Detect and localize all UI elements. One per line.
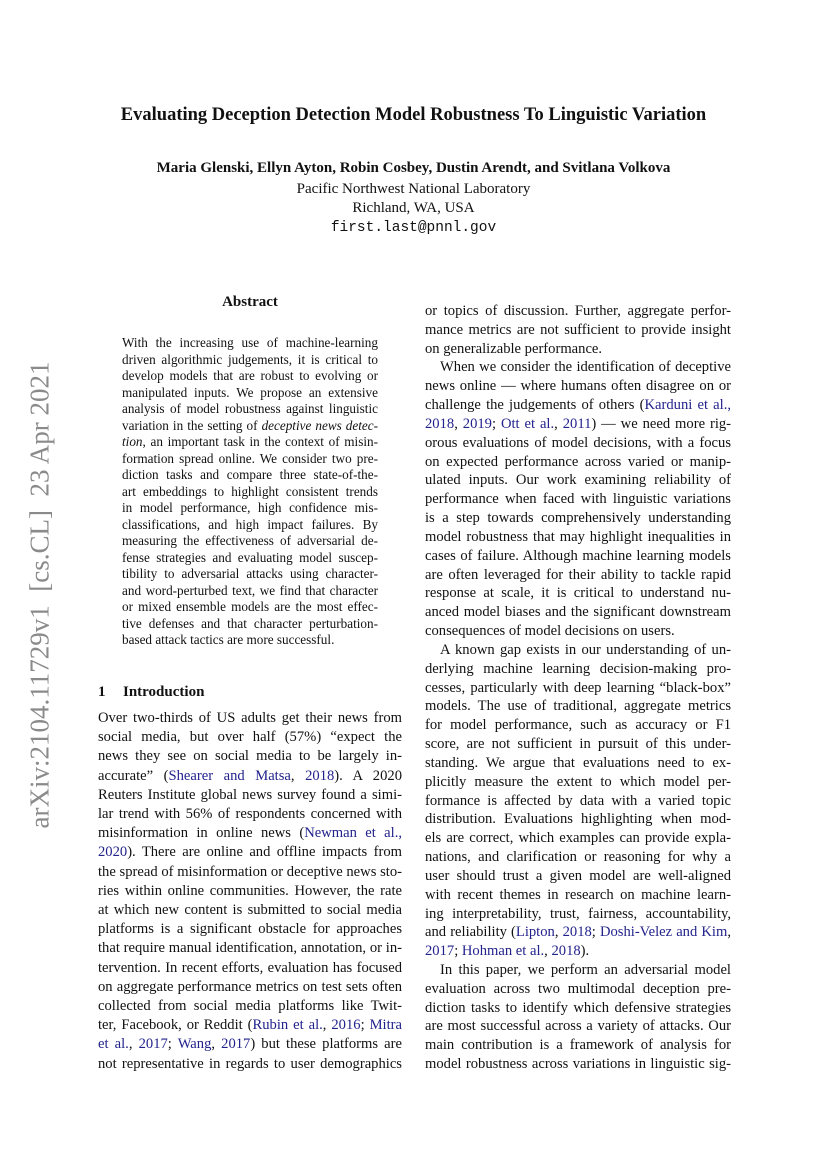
text-line: 2018, 2019; Ott et al., 2011) — we need more rig- <box>425 415 732 432</box>
text-line: lar trend with 56% of respondents concerned with <box>98 806 402 823</box>
paragraph <box>425 302 731 358</box>
text-line: are most successful across a variety of attacks. Our <box>425 1018 731 1035</box>
citation-link[interactable]: Shearer and Matsa <box>168 767 291 784</box>
text-line: model robustness that may highlight inequalities in <box>425 528 731 545</box>
text-line: measuring the effectiveness of adversarial de- <box>122 533 378 548</box>
text-line: news online — where humans often disagree on or <box>425 378 731 395</box>
text-line: develop models that are robust to evolving or <box>122 368 378 383</box>
section-heading-introduction <box>98 684 204 701</box>
citation-link[interactable]: 2020 <box>98 844 128 861</box>
citation-link[interactable]: Mitra <box>369 1017 402 1034</box>
text-line: on aggregate performance metrics on test sets often <box>98 978 402 995</box>
citation-link[interactable]: 2011 <box>562 415 592 432</box>
abstract-heading: Abstract <box>222 294 278 310</box>
text-line: and word-perturbed text, we find that character <box>122 582 378 598</box>
text-line: derlying machine learning decision-making pro- <box>425 660 731 677</box>
text-line: els are correct, which examples can provide expla- <box>425 830 731 847</box>
arxiv-identifier: arXiv:2104.11729v1 [cs.CL] 23 Apr 2021 <box>24 361 55 829</box>
text-line: formation spread online. We consider two pre- <box>122 450 378 466</box>
text-line: for model performance, such as accuracy or F1 <box>425 717 731 734</box>
text-line: ing interpretability, trust, fairness, accountability, <box>425 905 731 922</box>
paragraph <box>425 961 731 1074</box>
text-line: are often leveraged for their ability to tackle rapid <box>425 566 731 583</box>
text-line: platforms is a significant obstacle for approaches <box>98 921 402 938</box>
citation-link[interactable]: Ott et al. <box>500 415 555 432</box>
text-line: cases of failure. Although machine learning models <box>425 547 731 564</box>
text-line: challenge the judgements of others (Karduni et al., <box>425 397 731 414</box>
text-line: evaluation across two multimodal deception pre- <box>425 980 731 997</box>
citation-link[interactable]: 2018 <box>562 924 592 941</box>
text-line: plicitly measure the extent to which model per- <box>425 773 731 790</box>
text-line: misinformation in online news (Newman et al., <box>98 825 402 842</box>
text-line: ulated inputs. Our work examining reliability of <box>425 472 731 489</box>
citation-link[interactable]: Doshi-Velez and Kim <box>599 924 728 941</box>
text-line: art embeddings to highlight consistent trends <box>122 483 378 499</box>
emphasized-text: deceptive news detec- <box>261 417 378 433</box>
text-line: response at scale, it is critical to understand nu- <box>425 585 731 602</box>
text-line: tion, an important task in the context of misin- <box>122 434 378 449</box>
text-line: nations, and clarification or reasoning for why a <box>425 849 731 866</box>
text-line: model robustness across variations in linguistic sig- <box>425 1056 731 1073</box>
citation-link[interactable]: Wang <box>177 1036 212 1053</box>
citation-link[interactable]: 2018 <box>305 767 335 784</box>
citation-link[interactable]: 2018 <box>551 943 581 960</box>
text-line: on expected performance across varied or manip- <box>425 453 731 470</box>
text-line: is a step towards comprehensively understanding <box>425 510 731 527</box>
text-line: 2020). There are online and offline impacts from <box>98 844 402 861</box>
text-line: main contribution is a framework of analysis for <box>425 1037 731 1054</box>
text-line: et al., 2017; Wang, 2017) but these platforms are <box>98 1036 402 1053</box>
citation-link[interactable]: et al. <box>98 1036 129 1053</box>
location: Richland, WA, USA <box>352 200 475 216</box>
paragraph <box>98 709 402 1074</box>
citation-link[interactable]: 2019 <box>462 415 492 432</box>
text-line: news they see on social media to be largely in- <box>98 748 402 765</box>
text-line: With the increasing use of machine-learning <box>122 335 378 350</box>
author-list: Maria Glenski, Ellyn Ayton, Robin Cosbey, Dustin Arendt, and Svitlana Volkova <box>156 160 671 176</box>
text-line: standing. We argue that evaluations need to ex- <box>425 754 731 771</box>
citation-link[interactable]: 2017 <box>221 1036 251 1053</box>
section-number: 1 <box>98 684 106 700</box>
text-line: tive defenses and that character perturbation- <box>122 615 378 631</box>
text-line: driven algorithmic judgements, it is critical to <box>122 351 378 367</box>
text-line: ter, Facebook, or Reddit (Rubin et al., 2016; Mitra <box>98 1017 402 1034</box>
text-line: collected from social media platforms like Twit- <box>98 998 402 1015</box>
paper-title: Evaluating Deception Detection Model Robustness To Linguistic Variation <box>120 105 707 125</box>
citation-link[interactable]: 2018 <box>425 415 455 432</box>
text-line: A known gap exists in our understanding of un- <box>440 641 731 658</box>
text-line: Over two-thirds of US adults get their news from <box>98 710 402 726</box>
text-line: tervention. In recent efforts, evaluation has focused <box>98 959 402 976</box>
affiliation: Pacific Northwest National Laboratory <box>296 181 531 197</box>
text-line: tibility to adversarial attacks using character- <box>122 566 378 581</box>
text-line: Reuters Institute global news survey found a simi- <box>98 786 402 803</box>
text-line: formance is affected by data with a varied topic <box>425 792 731 809</box>
citation-link[interactable]: Hohman et al. <box>461 943 545 960</box>
text-line: and reliability (Lipton, 2018; Doshi-Velez and Kim, <box>425 924 731 941</box>
text-line: variation in the setting of deceptive news detec- <box>122 417 378 433</box>
contact-email[interactable]: first.last@pnnl.gov <box>330 220 497 236</box>
text-line: in model performance, high confidence mis- <box>122 500 378 515</box>
citation-link[interactable]: Karduni et al., <box>644 397 731 414</box>
text-line: at which new content is submitted to social media <box>98 902 402 919</box>
text-line: user should trust a given model are well-aligned <box>425 867 731 884</box>
citation-link[interactable]: Rubin et al. <box>252 1017 323 1034</box>
citation-link[interactable]: Newman et al., <box>304 825 402 842</box>
text-line: on generalizable performance. <box>425 340 603 357</box>
text-line: consequences of model decisions on users. <box>425 623 675 640</box>
text-line: ries within online communities. However, the rate <box>98 882 402 899</box>
citation-link[interactable]: 2017 <box>425 943 455 960</box>
text-line: models. The use of traditional, aggregate metrics <box>425 698 731 715</box>
text-line: In this paper, we perform an adversarial model <box>440 961 731 978</box>
introduction-left-column <box>98 709 402 1074</box>
text-line: When we consider the identification of deceptive <box>440 359 731 376</box>
text-line: diction tasks and compare three state-of-the- <box>122 467 378 482</box>
abstract-body <box>122 335 378 649</box>
text-line: 2017; Hohman et al., 2018). <box>425 943 590 960</box>
text-line: not representative in regards to user demographics <box>98 1055 402 1072</box>
text-line: based attack tactics are more successful. <box>122 632 335 647</box>
text-line: social media, but over half (57%) “expect the <box>98 729 402 746</box>
emphasized-text: tion <box>122 434 143 449</box>
text-line: mance metrics are not sufficient to provide insight <box>425 321 731 338</box>
introduction-right-column <box>425 302 731 1074</box>
section-title: Introduction <box>123 684 205 700</box>
text-line: cesses, particularly with deep learning “black-box” <box>425 679 731 696</box>
text-line: distribution. Evaluations highlighting when mod- <box>425 811 731 828</box>
text-line: with recent themes in research on machine learn- <box>425 886 731 903</box>
text-line: manipulated inputs. We propose an extensive <box>122 384 378 400</box>
paragraph <box>425 641 731 961</box>
text-line: orous evaluations of model decisions, with a focus <box>425 434 731 451</box>
citation-link[interactable]: 2016 <box>331 1017 361 1034</box>
text-line: performance when faced with linguistic variations <box>425 491 731 508</box>
citation-link[interactable]: 2017 <box>138 1036 168 1053</box>
text-line: score, are not sufficient in pursuit of this under- <box>425 736 731 753</box>
text-line: the spread of misinformation or deceptive news sto- <box>98 863 402 880</box>
citation-link[interactable]: Lipton <box>515 924 555 941</box>
text-line: classifications, and high impact failures. By <box>122 516 378 532</box>
text-line: or mixed ensemble models are the most effec- <box>122 599 378 614</box>
text-line: that require manual identification, annotation, or in- <box>98 940 402 957</box>
text-line: analysis of model robustness against linguistic <box>122 401 378 416</box>
text-line: anced model biases and the significant downstream <box>425 604 731 621</box>
text-line: or topics of discussion. Further, aggregate perfor- <box>425 303 731 319</box>
text-line: diction tasks to identify which defensive strategies <box>425 999 731 1016</box>
paragraph <box>425 358 731 640</box>
text-line: accurate” (Shearer and Matsa, 2018). A 2020 <box>98 767 402 784</box>
paragraph <box>122 335 378 649</box>
text-line: fense strategies and evaluating model suscep- <box>122 549 378 565</box>
